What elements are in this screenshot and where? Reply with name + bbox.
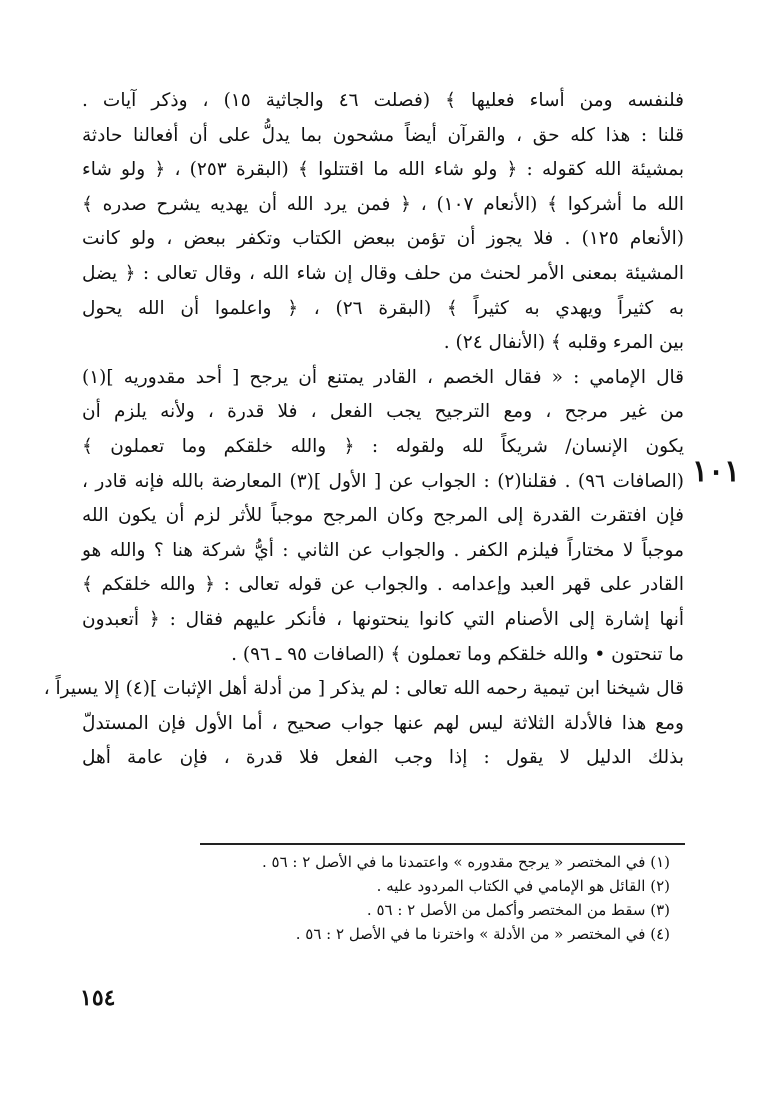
text-line: ما تنحتون • والله خلقكم وما تعملون ﴾ (الصافات ٩٥ ـ ٩٦) .	[231, 643, 684, 665]
text-line: قال شيخنا ابن تيمية رحمه الله تعالى : لم يذكر [ من أدلة أهل الإثبات ](٤) إلا يسيراً ،	[43, 678, 684, 700]
text-line: به كثيراً ويهدي به كثيراً ﴾ (البقرة ٢٦) ، ﴿ واعلموا أن الله يحول	[82, 297, 684, 319]
text-line: (الأنعام ١٢٥) . فلا يجوز أن تؤمن ببعض الكتاب وتكفر ببعض ، ولو كانت	[82, 228, 684, 250]
text-line: يكون الإنسان/ شريكاً لله ولقوله : ﴿ والله خلقكم وما تعملون ﴾	[82, 435, 684, 457]
text-line: الله ما أشركوا ﴾ (الأنعام ١٠٧) ، ﴿ فمن يرد الله أن يهديه يشرح صدره ﴾	[82, 193, 684, 215]
body-text	[43, 84, 685, 776]
page-number: ١٥٤	[80, 985, 116, 1011]
footnote: (١) في المختصر « يرجح مقدوره » واعتمدنا ما في الأصل ٢ : ٥٦ .	[261, 853, 670, 871]
text-line: القادر على قهر العبد وإعدامه . والجواب عن قوله تعالى : ﴿ والله خلقكم ﴾	[82, 574, 684, 596]
footnote: (٢) القائل هو الإمامي في الكتاب المردود عليه .	[376, 877, 670, 895]
footnote: (٤) في المختصر « من الأدلة » واخترنا ما في الأصل ٢ : ٥٦ .	[295, 925, 670, 943]
text-line: بذلك الدليل لا يقول : إذا وجب الفعل فلا قدرة ، فإن عامة أهل	[82, 747, 684, 769]
text-line: ومع هذا فالأدلة الثلاثة ليس لهم عنها جواب صحيح ، أما الأول فإن المستدلّ	[82, 712, 684, 734]
text-line: المشيئة بمعنى الأمر لحنث من حلف وقال إن شاء الله ، وقال تعالى : ﴿ يضل	[82, 262, 684, 284]
footnotes	[170, 850, 670, 946]
footnote: (٣) سقط من المختصر وأكمل من الأصل ٢ : ٥٦ .	[366, 901, 670, 919]
margin-page-number: ١٠١	[691, 454, 741, 489]
text-line: فإن افتقرت القدرة إلى المرجح وكان المرجح موجباً للأثر لزم أن يكون الله	[82, 505, 684, 527]
text-line: (الصافات ٩٦) . فقلنا(٢) : الجواب عن [ الأول ](٣) المعارضة بالله فإنه قادر ،	[82, 470, 685, 492]
text-line: قلنا : هذا كله حق ، والقرآن أيضاً مشحون بما يدلُّ على أن أفعالنا حادثة	[82, 124, 684, 146]
text-line: قال الإمامي : « فقال الخصم ، القادر يمتنع أن يرجح [ أحد مقدوريه ](١)	[82, 366, 684, 388]
text-line: أنها إشارة إلى الأصنام التي كانوا ينحتونها ، فأنكر عليهم فقال : ﴿ أتعبدون	[82, 608, 684, 630]
text-line: موجباً لا مختاراً فيلزم الكفر . والجواب عن الثاني : أيُّ شركة هنا ؟ والله هو	[82, 539, 684, 561]
text-line: من غير مرجح ، ومع الترجيح يجب الفعل ، فلا قدرة ، ولأنه يلزم أن	[82, 401, 684, 423]
footnote-divider	[200, 843, 685, 845]
text-line: بمشيئة الله كقوله : ﴿ ولو شاء الله ما اقتتلوا ﴾ (البقرة ٢٥٣) ، ﴿ ولو شاء	[82, 159, 684, 181]
text-line: بين المرء وقلبه ﴾ (الأنفال ٢٤) .	[443, 332, 684, 354]
text-line: فلنفسه ومن أساء فعليها ﴾ (فصلت ٤٦ والجاثية ١٥) ، وذكر آيات .	[82, 90, 684, 111]
